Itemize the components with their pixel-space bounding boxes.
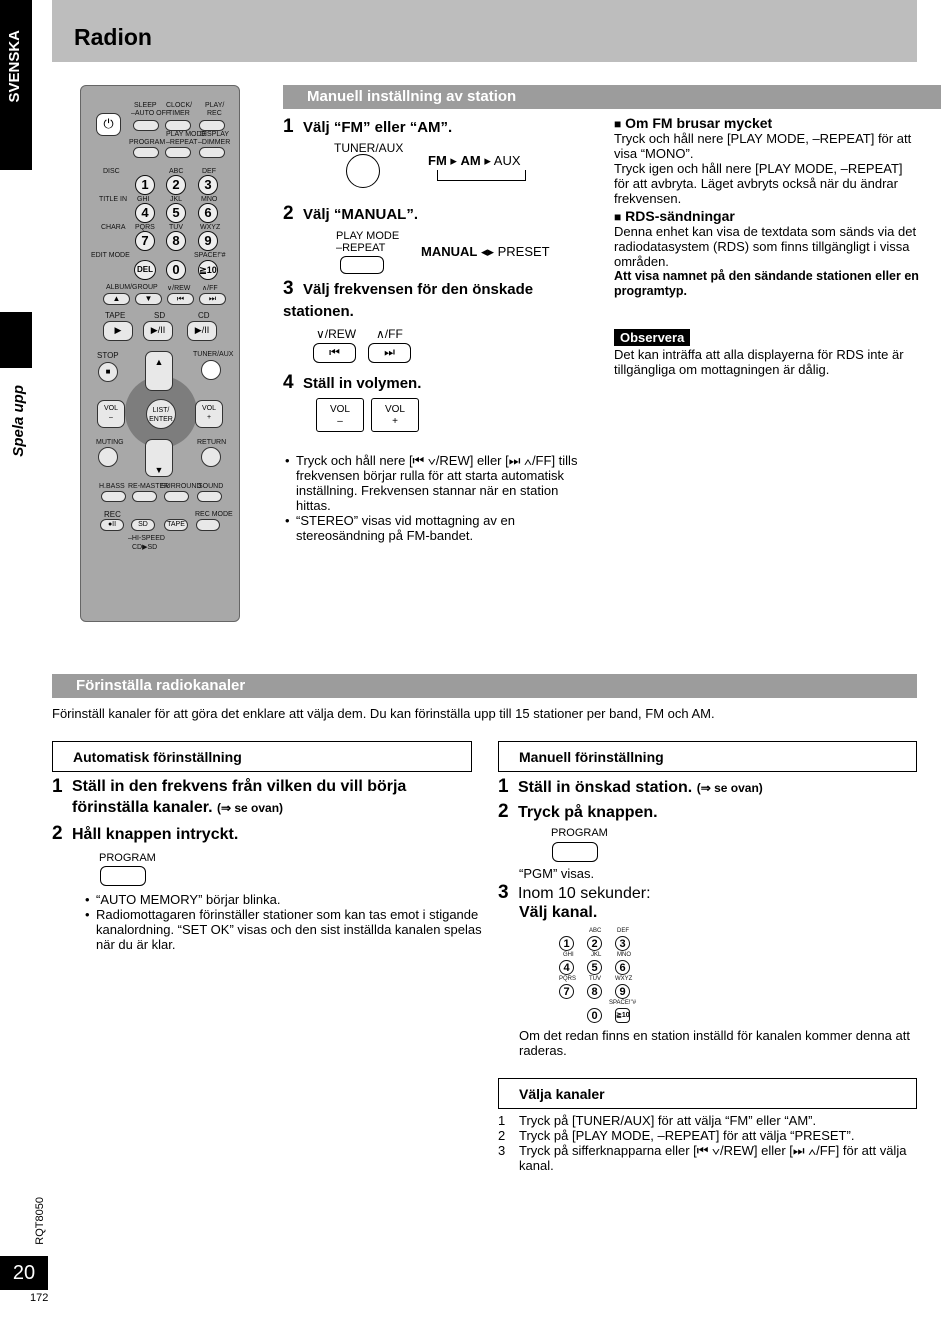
manual-step-2: 2 Tryck på knappen. [498, 801, 658, 822]
remote-digit: 4 [135, 203, 155, 223]
auto-step-2: 2 Håll knappen intryckt. [52, 823, 239, 844]
remote-digit: 8 [166, 231, 186, 251]
manual-preset-note: Om det redan finns en station inställd för kanalen kommer denna att raderas. [519, 1028, 910, 1058]
remote-digit: 1 [135, 175, 155, 195]
auto-preset-head: Automatisk förinställning [52, 741, 472, 772]
remote-digit: 6 [198, 203, 218, 223]
vol-minus-button: VOL – [316, 398, 364, 432]
select-list: 1 Tryck på [TUNER/AUX] för att välja “FM” eller “AM”. 2 Tryck på [PLAY MODE, –REPEAT] för att välja “PRESET”. 3 Tryck på sifferknapparna eller [⏮ ∨/REW] eller [⏭ ∧/FF] för att välja kanal. [498, 1113, 907, 1173]
select-head: Välja kanaler [498, 1078, 917, 1109]
tuner-aux-button [346, 154, 380, 188]
page-number: 20 [0, 1256, 48, 1290]
manual-station-bar: Manuell inställning av station [283, 85, 941, 109]
manual-step-1: 1 Ställ in önskad station. (⇒ se ovan) [498, 776, 763, 797]
remote-digit: 7 [135, 231, 155, 251]
remote-control: ⏻ SLEEP –AUTO OFF CLOCK/ TIMER PLAY/ REC PLAY MODE DISPLAY PROGRAM –REPEAT –DIMMER DISC ABC DEF 1 2 3 TITLE IN GHI JKL MNO 4 5 6 CHARA PQRS TUV WXYZ 7 8 9 EDIT MODE SPACE!"# DEL 0 ≧10 ALBUM/GROUP ∨/REW ∧/FF ▲ ▼ ⏮ ⏭ TAPE SD CD ▶ ▶/II ▶/II STOP TUNER/AUX ■ ▲ ▼ VOL – VOL + LIST/ ENTER MUTING RETURN H.BASS RE-MASTER SURROUND SOUND REC REC MODE ●II SD TAPE –HI-SPEED CD▶SD [80, 85, 240, 622]
fm-am-aux-sequence: FM ▸ AM ▸ AUX [428, 153, 521, 168]
ff-button: ⏭ [368, 343, 411, 363]
language-tab [0, 0, 32, 170]
observera-label: Observera [614, 329, 690, 346]
numeric-keypad: ABC DEF 1 2 3 GHI JKL MNO 4 5 6 PQRS TUV WXYZ 7 8 9 SPACE!"# 0 ≧10 [559, 928, 637, 1022]
auto-step-1: 1 Ställ in den frekvens från vilken du vill börja förinställa kanaler. (⇒ se ovan) [52, 776, 407, 816]
doc-code: RQT8050 [34, 1197, 46, 1245]
step-2: 2 Välj “MANUAL”. [283, 203, 419, 224]
section-tab-block [0, 312, 32, 368]
auto-notes: • “AUTO MEMORY” börjar blinka. • Radiomottagaren förinställer stationer som kan tas emot i stigande kanalordning. “SET OK” visas och den sist inställda kanalen spelas när du är klar. [84, 892, 486, 952]
observera-text: Det kan inträffa att alla displayerna för RDS inte är tillgängliga om mottagningen är dålig. [614, 347, 904, 377]
program-button-manual [552, 842, 598, 862]
remote-digit: 9 [198, 231, 218, 251]
remote-digit: ≧10 [198, 260, 218, 280]
manual-station-notes: • Tryck och håll nere [⏮ ∨/REW] eller [⏭ ∧/FF] tills frekvensen börjar rulla för att starta automatisk inställning. Frekvensen stannar när en station hittas. • “STEREO” visas vid mottagning av en stereosändning på FM-bandet. [284, 453, 596, 543]
vol-plus-button: VOL + [371, 398, 419, 432]
power-button: ⏻ [96, 113, 121, 136]
step-4: 4 Ställ in volymen. [283, 372, 422, 393]
language-tab-label: SVENSKA [6, 30, 23, 103]
step-1: 1 Välj “FM” eller “AM”. [283, 116, 453, 137]
preset-bar: Förinställa radiokanaler [52, 674, 917, 698]
page-header [52, 0, 917, 62]
step-3: 3 Välj frekvensen för den önskade stationen. [283, 278, 534, 320]
program-button-auto [100, 866, 146, 886]
section-tab-label: Spela upp [10, 385, 27, 457]
page-subnumber: 172 [30, 1292, 49, 1304]
manual-step-3: 3 Inom 10 sekunder: [498, 882, 651, 903]
play-mode-button [340, 256, 384, 274]
remote-digit: 2 [166, 175, 186, 195]
remote-digit: 5 [166, 203, 186, 223]
remote-digit: 0 [166, 260, 186, 280]
manual-preset-head: Manuell förinställning [498, 741, 917, 772]
rew-button: ⏮ [313, 343, 356, 363]
fm-noise-section: ■ Om FM brusar mycket Tryck och håll nere [PLAY MODE, –REPEAT] för att visa “MONO”. Tryck igen och håll nere [PLAY MODE, –REPEAT] för att avbryta. Läget avbryts också när du ändrar frekvensen. ■ RDS-sändningar Denna enhet kan visa de textdata som sänds via det radiodatasystem (RDS) som finns tillgängligt i vissa områden. Att visa namnet på den sändande stationen eller en programtyp. [614, 115, 919, 298]
remote-digit: 3 [198, 175, 218, 195]
page-title: Radion [74, 24, 152, 50]
manual-preset-sequence: MANUAL ◂▸ PRESET [421, 244, 550, 259]
preset-intro: Förinställ kanaler för att göra det enklare att välja dem. Du kan förinställa upp till 15 stationer per band, FM och AM. [52, 706, 715, 721]
